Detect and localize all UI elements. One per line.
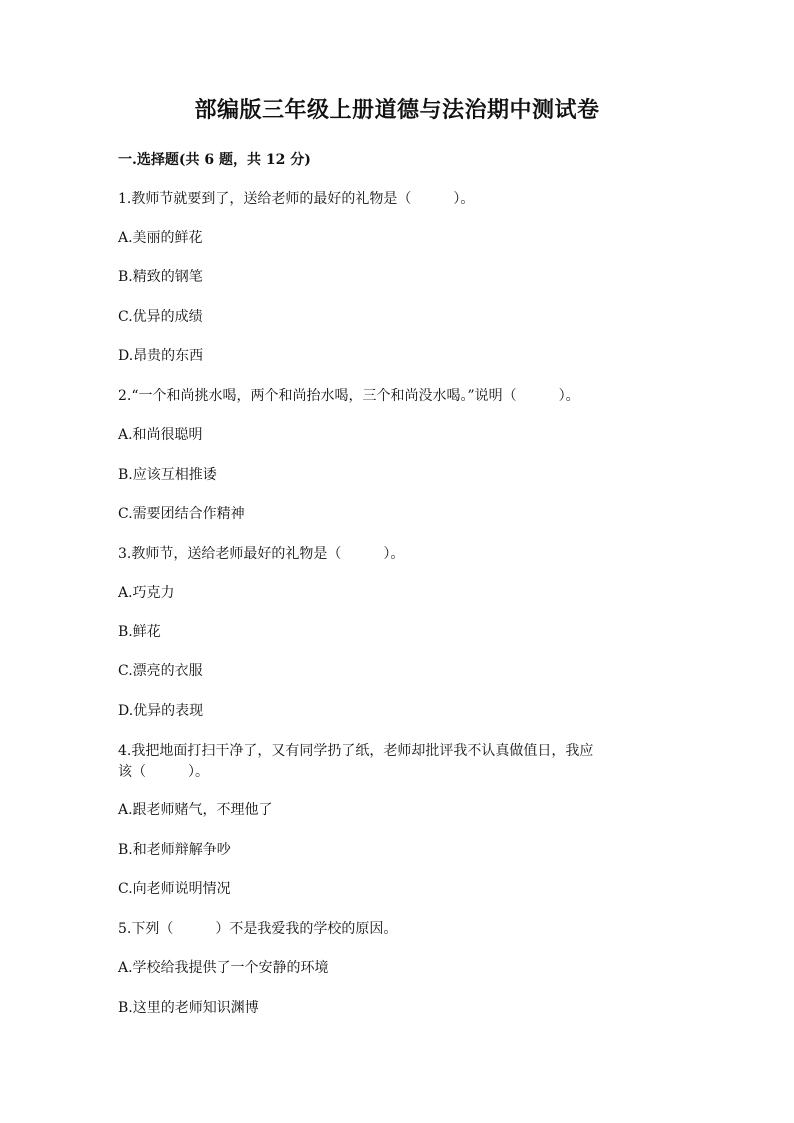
question-2-option-c[interactable]: C.需要团结合作精神: [118, 506, 245, 522]
question-5-option-a[interactable]: A.学校给我提供了一个安静的环境: [118, 960, 329, 976]
question-1-option-d[interactable]: D.昂贵的东西: [118, 348, 204, 364]
question-4-option-a[interactable]: A.跟老师赌气，不理他了: [118, 802, 273, 818]
question-1-option-a[interactable]: A.美丽的鲜花: [118, 230, 203, 246]
question-2-option-a[interactable]: A.和尚很聪明: [118, 427, 203, 443]
question-3-option-a[interactable]: A.巧克力: [118, 585, 175, 601]
question-4-option-b[interactable]: B.和老师辩解争吵: [118, 842, 231, 858]
exam-title: 部编版三年级上册道德与法治期中测试卷: [194, 97, 600, 123]
section-heading: 一.选择题(共 6 题，共 12 分): [118, 152, 311, 168]
question-2-option-b[interactable]: B.应该互相推诿: [118, 467, 217, 483]
question-1-stem: 1.教师节就要到了，送给老师的最好的礼物是（ ）。: [118, 191, 475, 207]
question-1-option-b[interactable]: B.精致的钢笔: [118, 269, 203, 285]
question-5-stem: 5.下列（ ）不是我爱我的学校的原因。: [118, 921, 398, 937]
question-3-option-b[interactable]: B.鲜花: [118, 624, 161, 640]
question-4-option-c[interactable]: C.向老师说明情况: [118, 881, 231, 897]
question-2-stem: 2.“一个和尚挑水喝，两个和尚抬水喝，三个和尚没水喝。”说明（ ）。: [118, 388, 580, 404]
question-3-option-d[interactable]: D.优异的表现: [118, 703, 204, 719]
question-3-stem: 3.教师节，送给老师最好的礼物是（ ）。: [118, 546, 405, 562]
question-1-option-c[interactable]: C.优异的成绩: [118, 309, 203, 325]
question-4-stem-line-2: 该（ ）。: [118, 764, 209, 780]
question-3-option-c[interactable]: C.漂亮的衣服: [118, 663, 203, 679]
question-4-stem-line-1: 4.我把地面打扫干净了，又有同学扔了纸，老师却批评我不认真做值日，我应: [118, 743, 594, 759]
question-5-option-b[interactable]: B.这里的老师知识渊博: [118, 1000, 259, 1016]
